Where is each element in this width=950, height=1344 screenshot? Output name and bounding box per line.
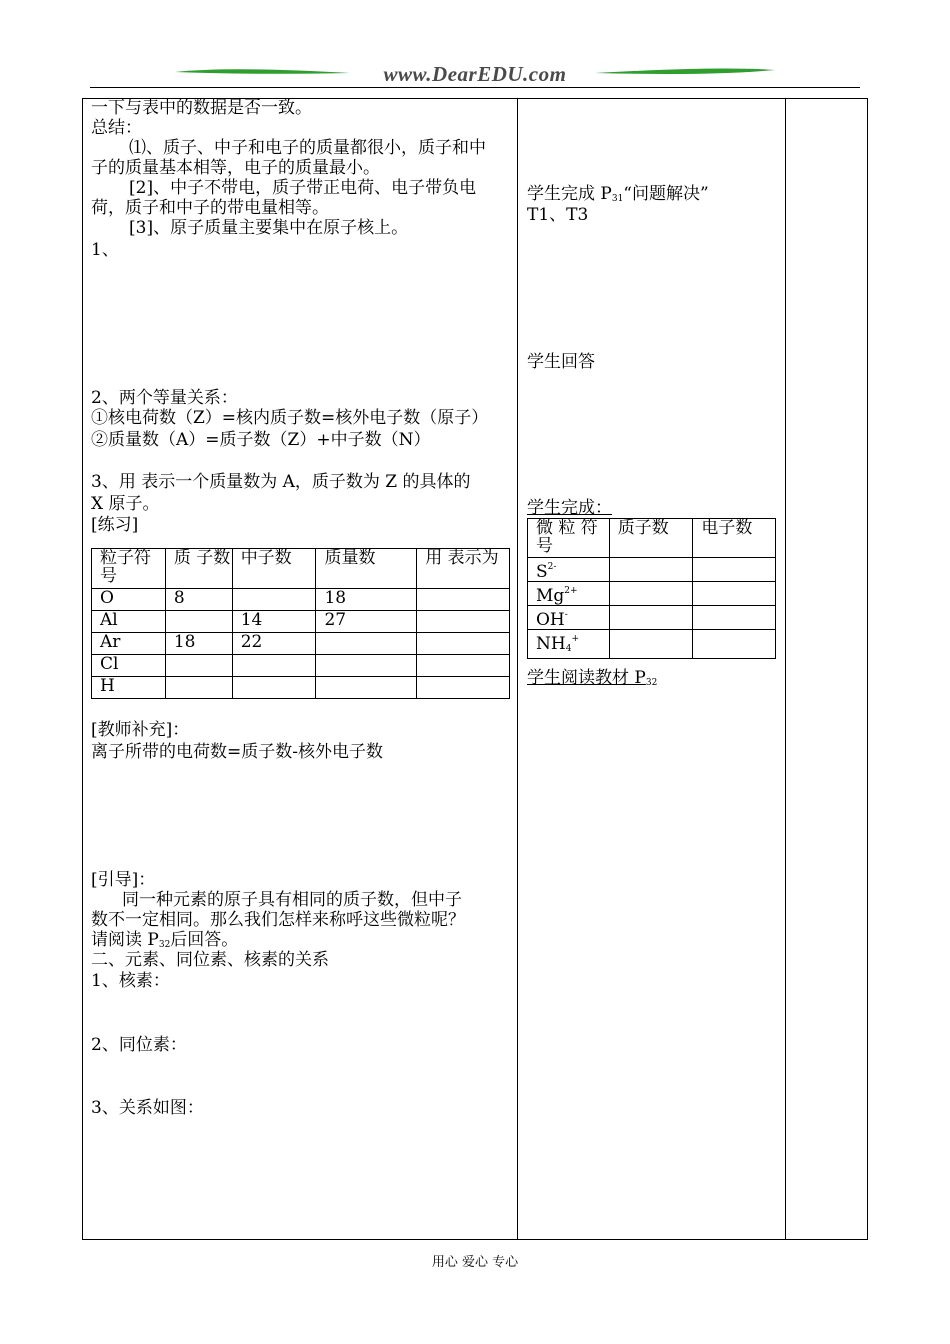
page-number-subscript: 32: [158, 940, 171, 950]
table-cell: [232, 655, 316, 677]
table-row: [528, 630, 776, 659]
summary-heading: 总结：: [91, 118, 142, 138]
practice-col-header: 中子数: [232, 549, 316, 589]
student-reading-text: 学生阅读教材 P: [527, 668, 646, 688]
species-symbol: Mg: [536, 586, 565, 606]
guide-text: 同一种元素的原子具有相同的质子数，但中子: [122, 890, 462, 910]
column-divider-2: [785, 98, 786, 1240]
table-cell: [693, 582, 776, 606]
species-cell: [528, 606, 610, 630]
student-task-1-text: 学生完成 P: [527, 184, 612, 204]
species-charge: 2+: [564, 586, 578, 596]
page-footer: 用心 爱心 专心: [431, 1255, 519, 1270]
table-cell: [165, 611, 232, 633]
table-cell: Al: [92, 611, 166, 633]
table-row: [92, 633, 510, 655]
item-2-heading: 2、两个等量关系：: [91, 388, 238, 408]
table-cell: [316, 655, 417, 677]
table-cell: [417, 633, 510, 655]
particle-col-header: 微 粒 符号: [528, 519, 610, 558]
table-cell: 18: [165, 633, 232, 655]
table-row: [528, 582, 776, 606]
item-3-text: 3、用 表示一个质量数为 A，质子数为 Z 的具体的: [91, 472, 471, 492]
student-complete-heading: 学生完成：: [527, 498, 612, 518]
species-charge: -: [564, 610, 568, 620]
table-cell: O: [92, 589, 166, 611]
practice-heading: [练习]: [91, 515, 139, 535]
table-cell: [693, 630, 776, 659]
species-charge: 2-: [547, 562, 557, 572]
table-cell: 18: [316, 589, 417, 611]
student-answer-note: 学生回答: [527, 352, 595, 372]
species-charge: +: [571, 634, 579, 644]
table-row: [92, 655, 510, 677]
practice-col-header: 粒子符号: [92, 549, 166, 589]
table-cell: [417, 655, 510, 677]
table-cell: [609, 558, 693, 582]
header-rule: [90, 87, 860, 88]
column-divider-1: [517, 98, 518, 1240]
table-row: [528, 558, 776, 582]
species-symbol: S: [536, 562, 548, 582]
table-cell: [232, 589, 316, 611]
table-cell: [232, 677, 316, 699]
summary-point-2: [2]、中子不带电，质子带正电荷、电子带负电: [129, 178, 477, 198]
site-logo-text: www.DearEDU.com: [383, 62, 567, 86]
item-1-label: 1、: [91, 240, 119, 260]
table-cell: H: [92, 677, 166, 699]
table-cell: [316, 677, 417, 699]
table-cell: [165, 677, 232, 699]
table-cell: Cl: [92, 655, 166, 677]
teacher-note-heading: [教师补充]：: [91, 720, 190, 740]
species-cell: [528, 558, 610, 582]
species-cell: [528, 630, 610, 659]
relation-1: ①核电荷数（Z）=核内质子数=核外电子数（原子）: [91, 408, 489, 428]
table-cell: 27: [316, 611, 417, 633]
species-symbol: OH: [536, 610, 565, 630]
practice-col-header: 用 表示为: [417, 549, 510, 589]
relation-2: ②质量数（A）=质子数（Z）+中子数（N）: [91, 430, 431, 450]
table-row: [92, 677, 510, 699]
student-task-1-text-end: “问题解决”: [623, 184, 709, 204]
section-2-heading: 二、元素、同位素、核素的关系: [91, 950, 329, 970]
table-cell: [693, 606, 776, 630]
particle-table: [527, 518, 776, 659]
left-text-line: 一下与表中的数据是否一致。: [91, 98, 312, 118]
particle-col-header: 电子数: [693, 519, 776, 558]
teacher-note-text: 离子所带的电荷数=质子数-核外电子数: [91, 742, 383, 762]
table-cell: [609, 606, 693, 630]
table-cell: [693, 558, 776, 582]
relation-diagram-label: 3、关系如图：: [91, 1098, 204, 1118]
practice-col-header: 质量数: [316, 549, 417, 589]
table-row: [528, 606, 776, 630]
table-cell: [609, 630, 693, 659]
page-number-subscript: 32: [645, 678, 658, 688]
table-cell: [316, 633, 417, 655]
summary-point-1-cont: 子的质量基本相等，电子的质量最小。: [91, 158, 380, 178]
species-subscript: 4: [565, 644, 572, 654]
summary-point-2-cont: 荷，质子和中子的带电量相等。: [91, 198, 329, 218]
isotope-label: 2、同位素：: [91, 1035, 187, 1055]
page-number-subscript: 31: [611, 194, 624, 204]
guide-heading: [引导]：: [91, 870, 156, 890]
species-symbol: NH: [536, 634, 566, 654]
nuclide-label: 1、核素：: [91, 971, 170, 991]
site-banner: [170, 58, 780, 88]
guide-reading-text-end: 后回答。: [170, 930, 239, 950]
table-cell: [417, 589, 510, 611]
table-cell: 22: [232, 633, 316, 655]
guide-reading-text: 请阅读 P: [91, 930, 159, 950]
table-row: [92, 589, 510, 611]
species-cell: [528, 582, 610, 606]
student-task-1-items: T1、T3: [527, 205, 589, 225]
summary-point-3: [3]、原子质量主要集中在原子核上。: [129, 218, 409, 238]
item-3-text-cont: X 原子。: [91, 494, 160, 514]
guide-text-cont: 数不一定相同。那么我们怎样来称呼这些微粒呢？: [91, 910, 465, 930]
table-cell: Ar: [92, 633, 166, 655]
table-row: [92, 611, 510, 633]
table-cell: 14: [232, 611, 316, 633]
table-cell: [417, 677, 510, 699]
table-cell: 8: [165, 589, 232, 611]
practice-col-header: 质 子数: [165, 549, 232, 589]
particle-col-header: 质子数: [609, 519, 693, 558]
table-cell: [417, 611, 510, 633]
student-reading-task: [527, 668, 657, 693]
summary-point-1: ⑴、质子、中子和电子的质量都很小，质子和中: [129, 138, 486, 158]
particle-table-header-row: [528, 519, 776, 558]
practice-table-header-row: [92, 549, 510, 589]
practice-table: [91, 548, 510, 699]
table-cell: [165, 655, 232, 677]
table-cell: [609, 582, 693, 606]
